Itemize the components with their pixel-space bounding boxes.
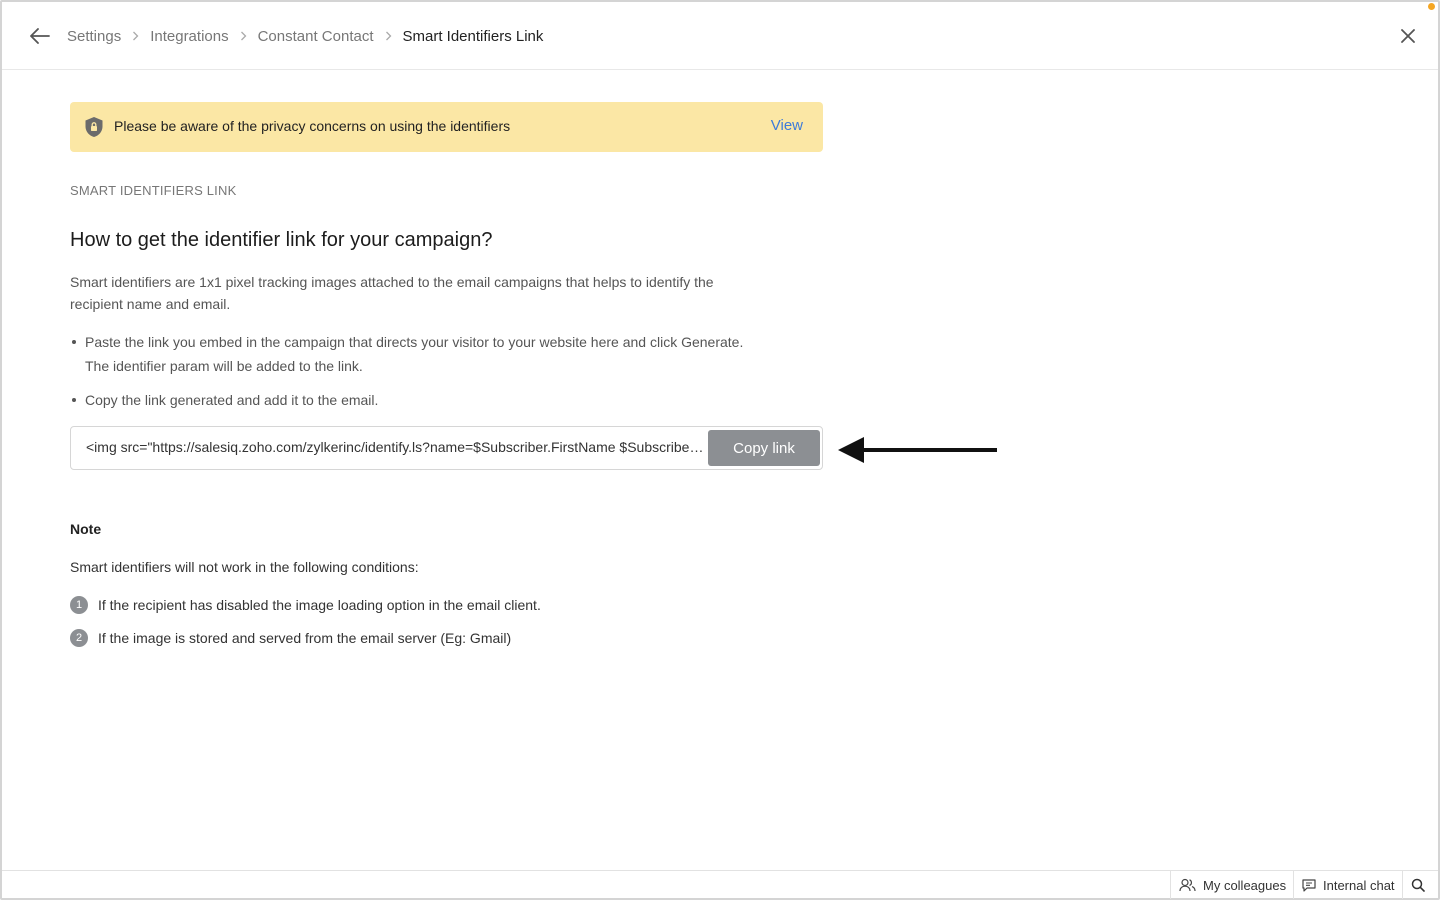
search-icon: [1411, 878, 1425, 892]
copy-link-button[interactable]: Copy link: [708, 430, 820, 466]
internal-chat-button[interactable]: [1293, 871, 1402, 899]
chevron-right-icon: [132, 31, 139, 41]
chevron-right-icon: [240, 31, 247, 41]
arrow-left-annotation-icon: [836, 434, 1000, 466]
section-label: SMART IDENTIFIERS LINK: [70, 183, 237, 198]
note-text: Smart identifiers will not work in the following conditions:: [70, 559, 419, 575]
bullet-dot: [72, 398, 76, 402]
page-header: [2, 2, 1438, 70]
notification-dot: [1428, 3, 1435, 10]
breadcrumb-constant-contact[interactable]: Constant Contact: [257, 27, 374, 45]
close-icon: [1401, 29, 1415, 43]
arrow-left-icon: [30, 28, 50, 44]
close-button[interactable]: [1396, 24, 1420, 48]
note-title: Note: [70, 521, 102, 537]
chat-icon: [1302, 879, 1316, 892]
bottom-bar: [2, 870, 1438, 898]
view-link[interactable]: View: [770, 117, 803, 134]
condition-item: [70, 629, 511, 647]
condition-text: If the recipient has disabled the image loading option in the email client.: [98, 597, 541, 613]
banner-message: Please be aware of the privacy concerns on using the identifiers: [114, 118, 511, 134]
breadcrumb-current: Smart Identifiers Link: [402, 27, 544, 45]
identifier-link-input[interactable]: [86, 439, 706, 455]
my-colleagues-button[interactable]: [1170, 871, 1293, 899]
list-item-text: Paste the link you embed in the campaign that directs your visitor to your website here and click Generate. The identifier param will be added to the link.: [85, 334, 744, 374]
condition-number: 1: [70, 596, 88, 614]
condition-item: [70, 596, 541, 614]
chevron-right-icon: [385, 31, 392, 41]
page-heading: How to get the identifier link for your campaign?: [70, 229, 493, 251]
bullet-dot: [72, 340, 76, 344]
identifier-link-field: [70, 426, 823, 470]
internal-chat-label: Internal chat: [1323, 877, 1395, 893]
list-item: [70, 388, 750, 412]
list-item: [70, 330, 750, 378]
breadcrumb-integrations[interactable]: Integrations: [150, 27, 229, 45]
my-colleagues-label: My colleagues: [1203, 877, 1287, 893]
privacy-banner: [70, 102, 823, 152]
condition-text: If the image is stored and served from the email server (Eg: Gmail): [98, 630, 512, 646]
condition-number: 2: [70, 629, 88, 647]
instruction-list: [70, 330, 750, 422]
list-item-text: Copy the link generated and add it to the email.: [85, 392, 379, 408]
shield-icon: [82, 115, 106, 139]
description: Smart identifiers are 1x1 pixel tracking images attached to the email campaigns that helps to identify the recipient name and email.: [70, 274, 714, 312]
breadcrumb-settings[interactable]: Settings: [67, 27, 122, 45]
breadcrumb: [67, 24, 543, 48]
search-button[interactable]: [1402, 871, 1438, 899]
back-button[interactable]: [28, 24, 52, 48]
people-icon: [1179, 878, 1196, 892]
